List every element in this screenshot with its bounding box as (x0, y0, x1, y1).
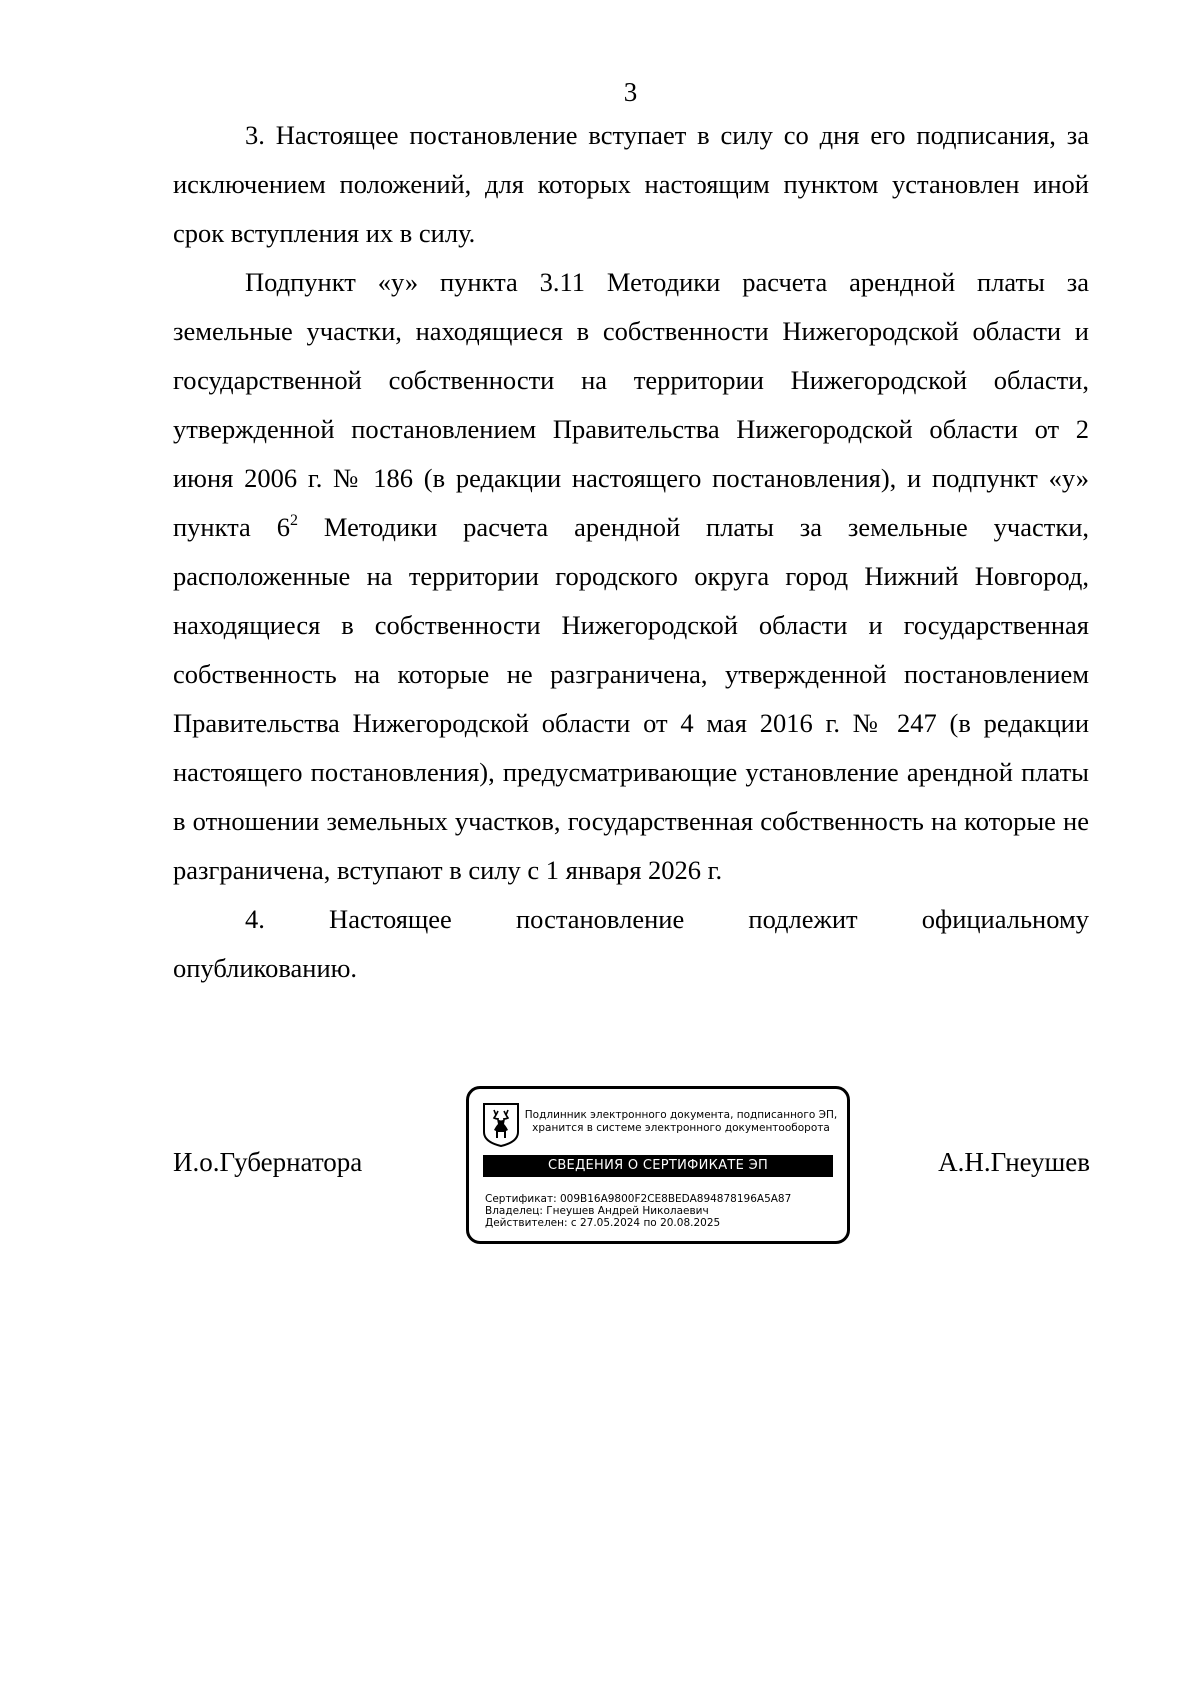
signer-name: А.Н.Гнеушев (938, 1147, 1090, 1177)
paragraph-2-part-1: Подпункт «у» пункта 3.11 Методики расчета арендной платы за земельные участки, находящиеся в собственности Нижегородской области и государственной собственности на территории Нижегородской области, утвержденной постановлением Правительства Нижегородской области от 2 июня 2006 г. № 186 (в редакции настоящего постановления), и подпункт «у» пункта 6 (173, 267, 1089, 542)
paragraph-3-line-2: опубликованию. (173, 953, 358, 983)
nizhny-novgorod-deer-emblem-icon (482, 1102, 520, 1148)
electronic-signature-stamp (466, 1086, 850, 1244)
paragraph-1: 3. Настоящее постановление вступает в силу со дня его подписания, за исключением положений, для которых настоящим пунктом установлен иной срок вступления их в силу. (173, 120, 1089, 248)
page-number: 3 (623, 77, 638, 107)
paragraph-2 (173, 258, 1089, 895)
certificate-owner: Владелец: Гнеушев Андрей Николаевич (485, 1205, 709, 1217)
stamp-certificate-details (485, 1193, 835, 1229)
paragraph-2-part-2: Методики расчета арендной платы за земельные участки, расположенные на территории городского округа город Нижний Новгород, находящиеся в собственности Нижегородской области и государственная собственность на которые не разграничена, утвержденной постановлением Правительства Нижегородской области от 4 мая 2016 г. № 247 (в редакции настоящего постановления), предусматривающие установление арендной платы в отношении земельных участков, государственная собственность на которые не разграничена, вступают в силу с 1 января 2026 г. (173, 512, 1090, 885)
certificate-number: Сертификат: 009B16A9800F2CE8BEDA894878196A5A87 (485, 1193, 792, 1205)
stamp-header-line-1: Подлинник электронного документа, подписанного ЭП, (524, 1109, 838, 1121)
stamp-header (521, 1109, 841, 1135)
signer-role: И.о.Губернатора (173, 1147, 363, 1177)
paragraph-3-line-1: 4. Настоящее постановление подлежит официальному (245, 904, 1089, 934)
superscript-2: 2 (289, 512, 298, 529)
certificate-validity: Действителен: с 27.05.2024 по 20.08.2025 (485, 1217, 721, 1229)
stamp-title-bar: СВЕДЕНИЯ О СЕРТИФИКАТЕ ЭП (483, 1155, 833, 1177)
stamp-header-line-2: хранится в системе электронного документооборота (532, 1122, 830, 1134)
document-body (173, 111, 1089, 993)
